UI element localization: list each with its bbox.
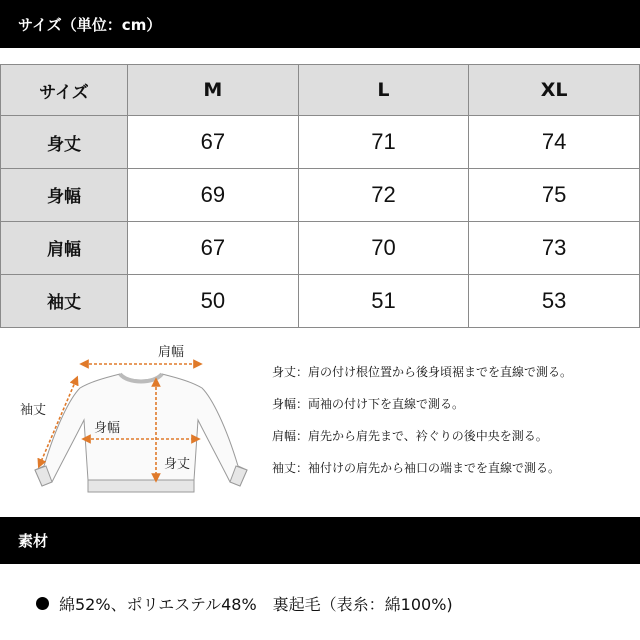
column-header-xl: XL bbox=[469, 65, 640, 116]
size-corner-header: サイズ bbox=[1, 65, 128, 116]
description-length: 身丈：肩の付け根位置から後身頃裾までを直線で測る。 bbox=[272, 365, 573, 379]
measurement-descriptions bbox=[272, 362, 632, 490]
table-header-row bbox=[1, 65, 640, 116]
description-width: 身幅：両袖の付け下を直線で測る。 bbox=[272, 397, 465, 411]
table-row bbox=[1, 221, 640, 274]
table-cell: 74 bbox=[469, 116, 640, 169]
table-row bbox=[1, 274, 640, 327]
material-info bbox=[36, 592, 453, 615]
size-table bbox=[0, 64, 640, 328]
size-section-header bbox=[0, 0, 640, 48]
material-section-header bbox=[0, 517, 640, 564]
table-cell: 72 bbox=[298, 169, 469, 222]
table-cell: 71 bbox=[298, 116, 469, 169]
sweatshirt-diagram bbox=[0, 336, 270, 506]
row-header-width: 身幅 bbox=[1, 169, 128, 222]
row-header-sleeve: 袖丈 bbox=[1, 274, 128, 327]
row-header-shoulder: 肩幅 bbox=[1, 221, 128, 274]
shoulder-label: 肩幅 bbox=[158, 345, 185, 360]
table-cell: 50 bbox=[128, 274, 299, 327]
column-header-l: L bbox=[298, 65, 469, 116]
bullet-icon bbox=[36, 597, 49, 610]
description-shoulder: 肩幅：肩先から肩先まで、衿ぐりの後中央を測る。 bbox=[272, 429, 548, 443]
table-cell: 53 bbox=[469, 274, 640, 327]
sweatshirt-icon bbox=[35, 374, 247, 492]
table-row bbox=[1, 169, 640, 222]
length-label: 身丈 bbox=[164, 457, 191, 472]
table-row bbox=[1, 116, 640, 169]
size-section-title: サイズ（単位：cm） bbox=[18, 15, 162, 34]
row-header-length: 身丈 bbox=[1, 116, 128, 169]
table-cell: 75 bbox=[469, 169, 640, 222]
column-header-m: M bbox=[128, 65, 299, 116]
width-label: 身幅 bbox=[94, 421, 121, 436]
table-cell: 51 bbox=[298, 274, 469, 327]
table-cell: 67 bbox=[128, 221, 299, 274]
table-cell: 69 bbox=[128, 169, 299, 222]
table-cell: 67 bbox=[128, 116, 299, 169]
material-section-title: 素材 bbox=[18, 532, 49, 550]
description-sleeve: 袖丈：袖付けの肩先から袖口の端までを直線で測る。 bbox=[272, 461, 561, 475]
table-cell: 73 bbox=[469, 221, 640, 274]
material-text: 綿52%、ポリエステル48% 裏起毛（表糸：綿100%) bbox=[59, 595, 453, 614]
sleeve-label: 袖丈 bbox=[20, 403, 47, 418]
table-cell: 70 bbox=[298, 221, 469, 274]
